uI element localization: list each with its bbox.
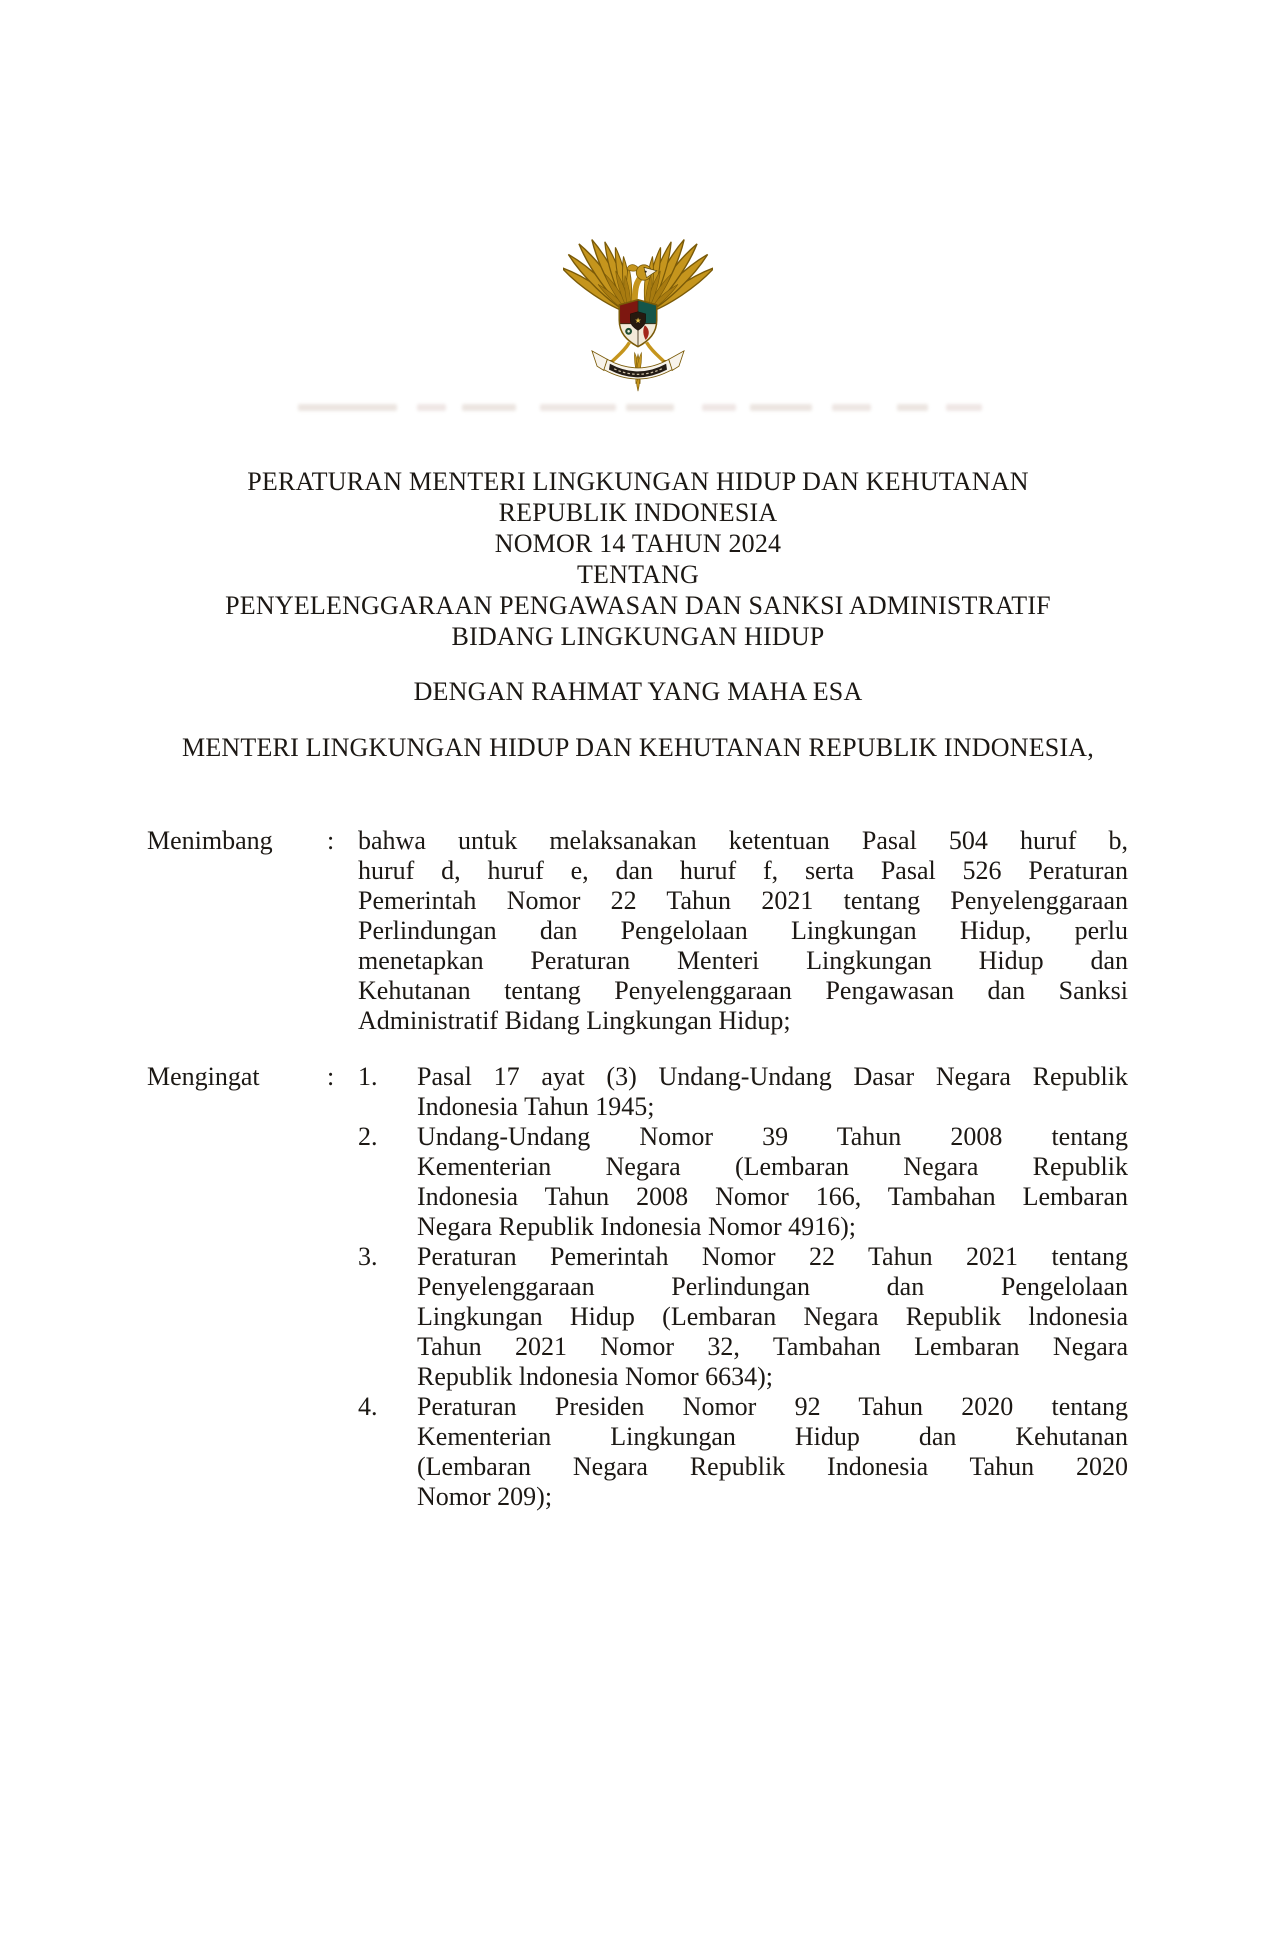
text-line: Kementerian Negara (Lembaran Negara Republik — [417, 1152, 1128, 1181]
text-line: Penyelenggaraan Perlindungan dan Pengelolaan — [417, 1272, 1128, 1301]
mengingat-items — [358, 1062, 1128, 1512]
text-line: Undang-Undang Nomor 39 Tahun 2008 tentang — [417, 1122, 1128, 1151]
text-line: TENTANG — [576, 560, 700, 589]
clauses-section — [147, 826, 1128, 1512]
item-number: 3. — [358, 1242, 378, 1271]
mengingat-label: Mengingat — [147, 1062, 260, 1091]
text-line: NOMOR 14 TAHUN 2024 — [494, 529, 782, 558]
regulation-title — [0, 466, 1276, 652]
item-text — [417, 1242, 1128, 1392]
text-line: Indonesia Tahun 1945; — [417, 1092, 655, 1121]
text-line: Kehutanan tentang Penyelenggaraan Pengawasan dan Sanksi — [358, 976, 1128, 1005]
text-line: Lingkungan Hidup (Lembaran Negara Republik lndonesia — [417, 1302, 1128, 1331]
mengingat-colon: : — [327, 1062, 335, 1091]
text-line: Indonesia Tahun 2008 Nomor 166, Tambahan Lembaran — [417, 1182, 1128, 1211]
menimbang-clause — [147, 826, 1128, 1036]
text-line: Pemerintah Nomor 22 Tahun 2021 tentang Penyelenggaraan — [358, 886, 1128, 915]
text-line: Tahun 2021 Nomor 32, Tambahan Lembaran Negara — [417, 1332, 1128, 1361]
text-line: Perlindungan dan Pengelolaan Lingkungan Hidup, perlu — [358, 916, 1128, 945]
legal-basis-item — [358, 1392, 1128, 1512]
text-line: PERATURAN MENTERI LINGKUNGAN HIDUP DAN KEHUTANAN — [247, 467, 1029, 496]
item-number: 4. — [358, 1392, 378, 1421]
text-line: huruf d, huruf e, dan huruf f, serta Pasal 526 Peraturan — [358, 856, 1128, 885]
text-line: Kementerian Lingkungan Hidup dan Kehutanan — [417, 1422, 1128, 1451]
item-text — [417, 1122, 1128, 1242]
text-line: (Lembaran Negara Republik Indonesia Tahun 2020 — [417, 1452, 1128, 1481]
item-number: 1. — [358, 1062, 378, 1091]
menimbang-label: Menimbang — [147, 826, 273, 855]
text-line: Administratif Bidang Lingkungan Hidup; — [358, 1006, 791, 1035]
legal-basis-item — [358, 1242, 1128, 1392]
text-line: REPUBLIK INDONESIA — [498, 498, 778, 527]
mengingat-clause — [147, 1062, 1128, 1512]
text-line: Republik lndonesia Nomor 6634); — [417, 1362, 774, 1391]
menimbang-colon: : — [327, 826, 335, 855]
authority-line: MENTERI LINGKUNGAN HIDUP DAN KEHUTANAN REPUBLIK INDONESIA, — [182, 733, 1094, 762]
text-line: menetapkan Peraturan Menteri Lingkungan Hidup dan — [358, 946, 1128, 975]
garuda-pancasila-icon — [563, 224, 713, 396]
text-line: BIDANG LINGKUNGAN HIDUP — [451, 622, 825, 651]
invocation-line: DENGAN RAHMAT YANG MAHA ESA — [413, 677, 863, 706]
text-line: Pasal 17 ayat (3) Undang-Undang Dasar Negara Republik — [417, 1062, 1128, 1091]
item-number: 2. — [358, 1122, 378, 1151]
legal-basis-item — [358, 1062, 1128, 1122]
svg-text:★: ★ — [634, 315, 642, 325]
garuda-pancasila-emblem — [563, 224, 713, 396]
scan-smudge-artifact — [298, 403, 982, 412]
legal-basis-item — [358, 1122, 1128, 1242]
item-text — [417, 1392, 1128, 1512]
text-line: Negara Republik Indonesia Nomor 4916); — [417, 1212, 857, 1241]
text-line: bahwa untuk melaksanakan ketentuan Pasal 504 huruf b, — [358, 826, 1128, 855]
text-line: Peraturan Pemerintah Nomor 22 Tahun 2021 tentang — [417, 1242, 1128, 1271]
menimbang-text — [358, 826, 1128, 1036]
text-line: Nomor 209); — [417, 1482, 553, 1511]
text-line: PENYELENGGARAAN PENGAWASAN DAN SANKSI ADMINISTRATIF — [225, 591, 1051, 620]
item-text — [417, 1062, 1128, 1122]
text-line: Peraturan Presiden Nomor 92 Tahun 2020 tentang — [417, 1392, 1128, 1421]
